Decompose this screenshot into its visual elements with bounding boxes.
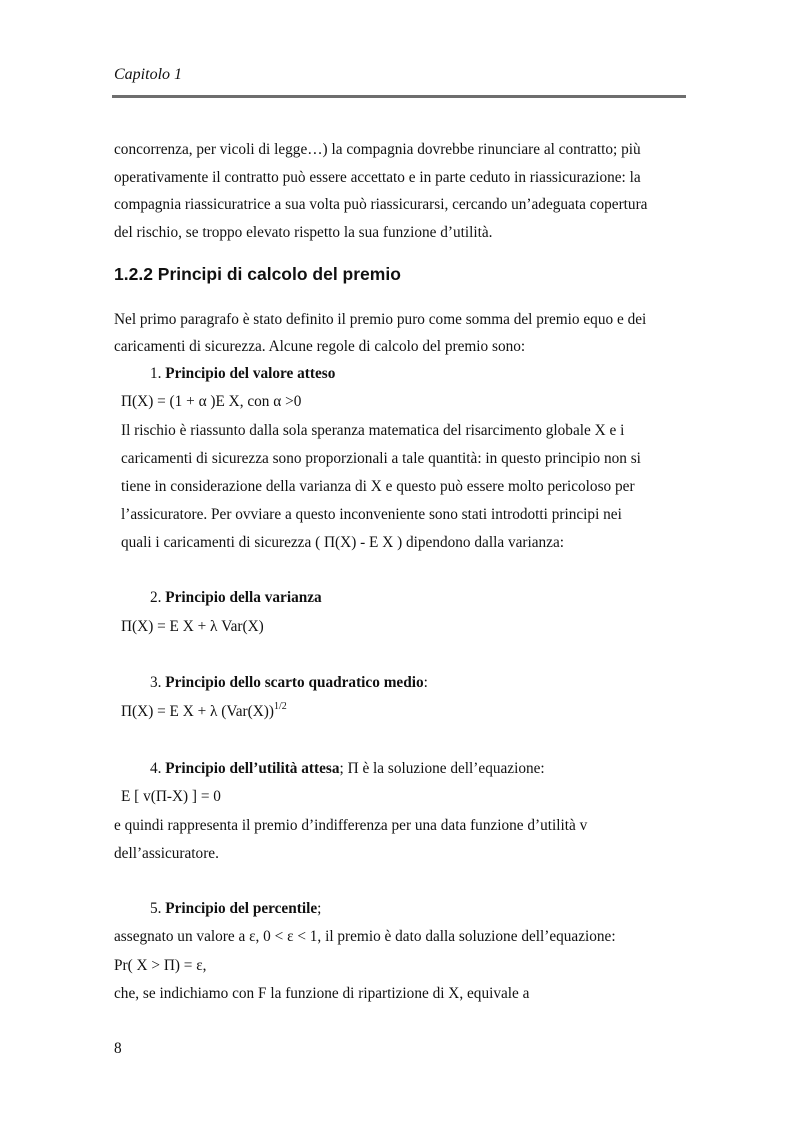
principle-5-text: che, se indichiamo con F la funzione di ripartizione di X, equivale a: [114, 985, 530, 1002]
body-line: caricamenti di sicurezza. Alcune regole di calcolo del premio sono:: [114, 338, 526, 355]
principle-number: 5.: [150, 900, 166, 917]
principle-title: Principio dell’utilità attesa: [165, 760, 340, 777]
principle-1-formula: Π(X) = (1 + α )E X, con α >0: [121, 393, 302, 410]
principle-1-text: tiene in considerazione della varianza di X e questo può essere molto pericoloso per: [121, 478, 635, 495]
page-number: 8: [114, 1040, 122, 1057]
principle-title: Principio del valore atteso: [165, 365, 336, 382]
principle-4-heading: [150, 760, 545, 778]
principle-title: Principio della varianza: [165, 589, 322, 606]
formula-text: Π(X) = E X + λ (Var(X)): [121, 703, 274, 720]
principle-2-heading: [150, 589, 322, 607]
principle-suffix: ; Π è la soluzione dell’equazione:: [339, 760, 545, 777]
principle-3-heading: [150, 674, 428, 692]
principle-title: Principio del percentile: [165, 900, 318, 917]
header-rule: [112, 95, 686, 98]
chapter-header: Capitolo 1: [114, 66, 183, 83]
principle-1-heading: [150, 365, 335, 383]
body-line: Nel primo paragrafo è stato definito il premio puro come somma del premio equo e dei: [114, 311, 647, 328]
principle-5-heading: [150, 900, 321, 918]
principle-suffix: ;: [317, 900, 322, 917]
principle-number: 2.: [150, 589, 166, 606]
principle-3-formula: [121, 703, 287, 721]
principle-5-text: assegnato un valore a ε, 0 < ε < 1, il premio è dato dalla soluzione dell’equazione:: [114, 928, 616, 945]
principle-1-text: Il rischio è riassunto dalla sola speranza matematica del risarcimento globale X e i: [121, 422, 625, 439]
intro-line: operativamente il contratto può essere accettato e in parte ceduto in riassicurazione: la: [114, 169, 641, 186]
principle-suffix: :: [423, 674, 428, 691]
principle-4-text: dell’assicuratore.: [114, 845, 219, 862]
principle-2-formula: Π(X) = E X + λ Var(X): [121, 618, 264, 635]
principle-title: Principio dello scarto quadratico medio: [165, 674, 424, 691]
intro-line: compagnia riassicuratrice a sua volta può riassicurarsi, cercando un’adeguata copertura: [114, 196, 648, 213]
formula-exponent: 1/2: [273, 701, 287, 712]
principle-4-text: e quindi rappresenta il premio d’indifferenza per una data funzione d’utilità v: [114, 817, 588, 834]
principle-number: 3.: [150, 674, 166, 691]
principle-number: 4.: [150, 760, 166, 777]
intro-line: concorrenza, per vicoli di legge…) la compagnia dovrebbe rinunciare al contratto; più: [114, 141, 641, 158]
principle-1-text: quali i caricamenti di sicurezza ( Π(X) - E X ) dipendono dalla varianza:: [121, 534, 564, 551]
section-heading: 1.2.2 Principi di calcolo del premio: [114, 264, 401, 284]
principle-4-formula: E [ v(Π-X) ] = 0: [121, 788, 221, 805]
intro-line: del rischio, se troppo elevato rispetto la sua funzione d’utilità.: [114, 224, 493, 241]
principle-number: 1.: [150, 365, 166, 382]
principle-1-text: caricamenti di sicurezza sono proporzionali a tale quantità: in questo principio non si: [121, 450, 641, 467]
principle-1-text: l’assicuratore. Per ovviare a questo inconveniente sono stati introdotti principi nei: [121, 506, 622, 523]
principle-5-formula: Pr( X > Π) = ε,: [114, 957, 207, 974]
